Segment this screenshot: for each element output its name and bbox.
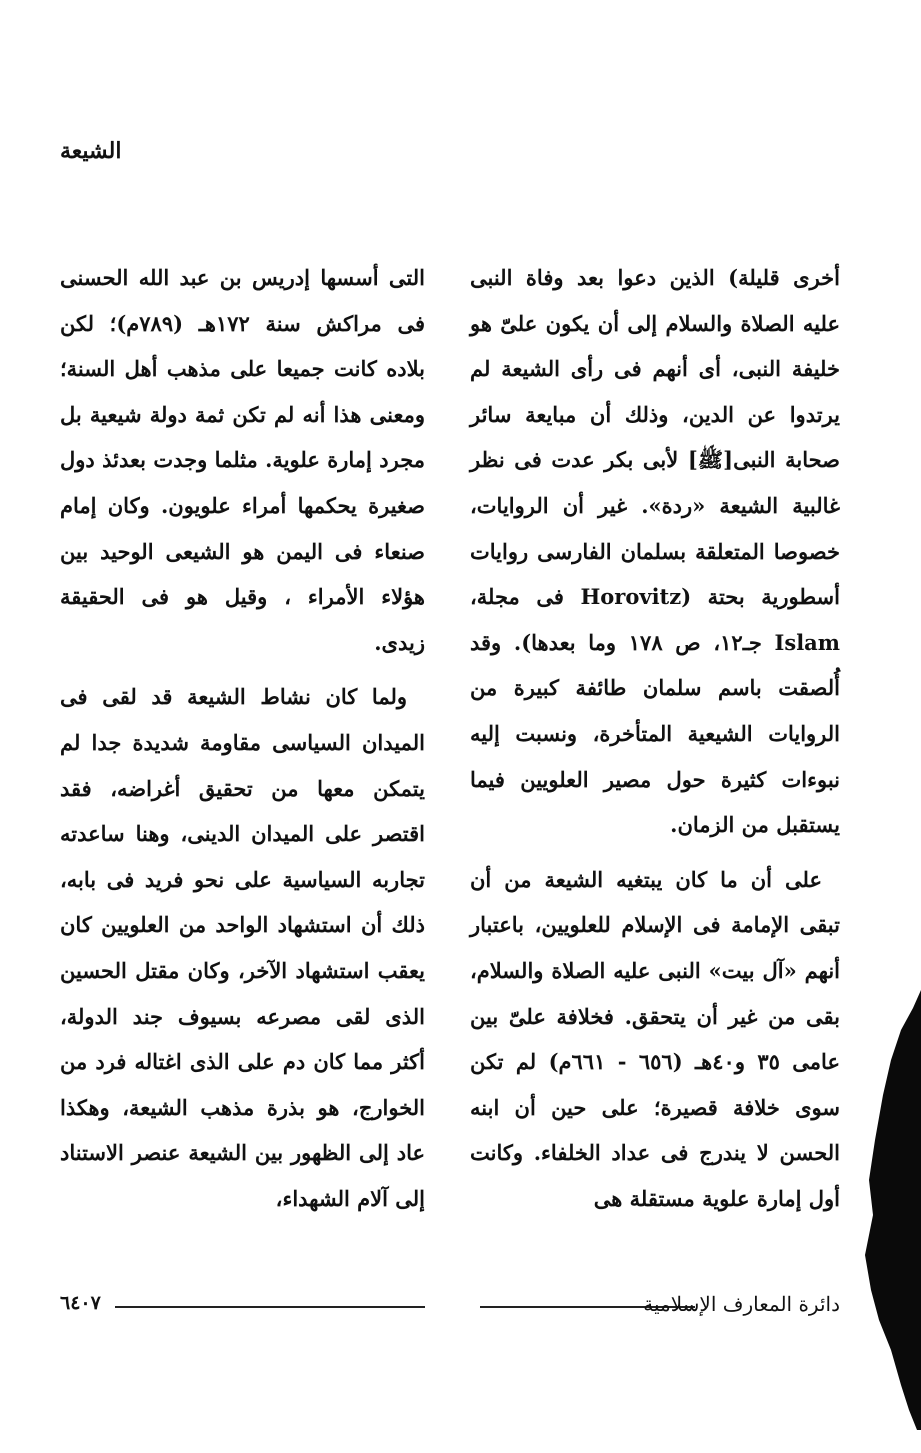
paragraph: التى أسسها إدريس بن عبد الله الحسنى فى مراكش سنة ١٧٢هـ (٧٨٩م)؛ لكن بلاده كانت جميعا على مذهب أهل السنة؛ ومعنى هذا أنه لم تكن ثمة دولة شيعية بل مجرد إمارة علوية. مثلما وجدت بعدئذ دول صغيرة يحكمها أمراء علويون. وكان إمام صنعاء فى اليمن هو الشيعى الوحيد بين هؤلاء الأمراء ، وقيل هو فى الحقيقة زيدى. <box>60 265 426 655</box>
page-number: ٦٤٠٧ <box>60 1292 101 1314</box>
paragraph: ولما كان نشاط الشيعة قد لقى فى الميدان السياسى مقاومة شديدة جدا لم يتمكن معها من تحقيق أغراضه، فقد اقتصر على الميدان الدينى، وهنا ساعدته تجاربه السياسية على نحو فريد فى بابه، ذلك أن استشهاد الواحد من العلويين كان يعقب استشهاد الآخر، وكان مقتل الحسين الذى لقى مصرعه بسيوف جند الدولة، أكثر مما كان دم على الذى اغتاله فرد من الخوارج، هو بذرة مذهب الشيعة، وهكذا عاد إلى الظهور بين الشيعة عنصر الاستناد إلى آلام الشهداء، <box>60 684 425 1211</box>
page-footer <box>60 1292 840 1324</box>
footer-rule <box>115 1306 425 1308</box>
running-header-title: الشيعة <box>60 138 122 164</box>
right-text-column <box>470 255 840 1221</box>
left-text-column <box>60 255 425 1221</box>
scan-shadow-edge <box>861 990 921 1430</box>
journal-name: دائرة المعارف الإسلامية <box>643 1292 840 1316</box>
paragraph: على أن ما كان يبتغيه الشيعة من أن تبقى الإمامة فى الإسلام للعلويين، باعتبار أنهم «آل بيت» النبى عليه الصلاة والسلام، بقى من غير أن يتحقق. فخلافة علىّ بين عامى ٣٥ و٤٠هـ (٦٥٦ - ٦٦١م) لم تكن سوى خلافة قصيرة؛ على حين أن ابنه الحسن لا يندرج فى عداد الخلفاء. وكانت أول إمارة علوية مستقلة هى <box>470 866 840 1211</box>
paragraph: أخرى قليلة) الذين دعوا بعد وفاة النبى عليه الصلاة والسلام إلى أن يكون علىّ هو خليفة النبى، أى أنهم فى رأى الشيعة لم يرتدوا عن الدين، وذلك أن مبايعة سائر صحابة النبى[ﷺ] لأبى بكر عدت فى نظر غالبية الشيعة «ردة». غير أن الروايات، خصوصا المتعلقة بسلمان الفارسى روايات أسطورية بحتة (Horovitz فى مجلة، Islam جـ١٢، ص ١٧٨ وما بعدها). وقد أُلصقت باسم سلمان طائفة كبيرة من الروايات الشيعية المتأخرة، ونسبت إليه نبوءات كثيرة حول مصير العلويين فيما يستقبل من الزمان. <box>470 265 840 838</box>
